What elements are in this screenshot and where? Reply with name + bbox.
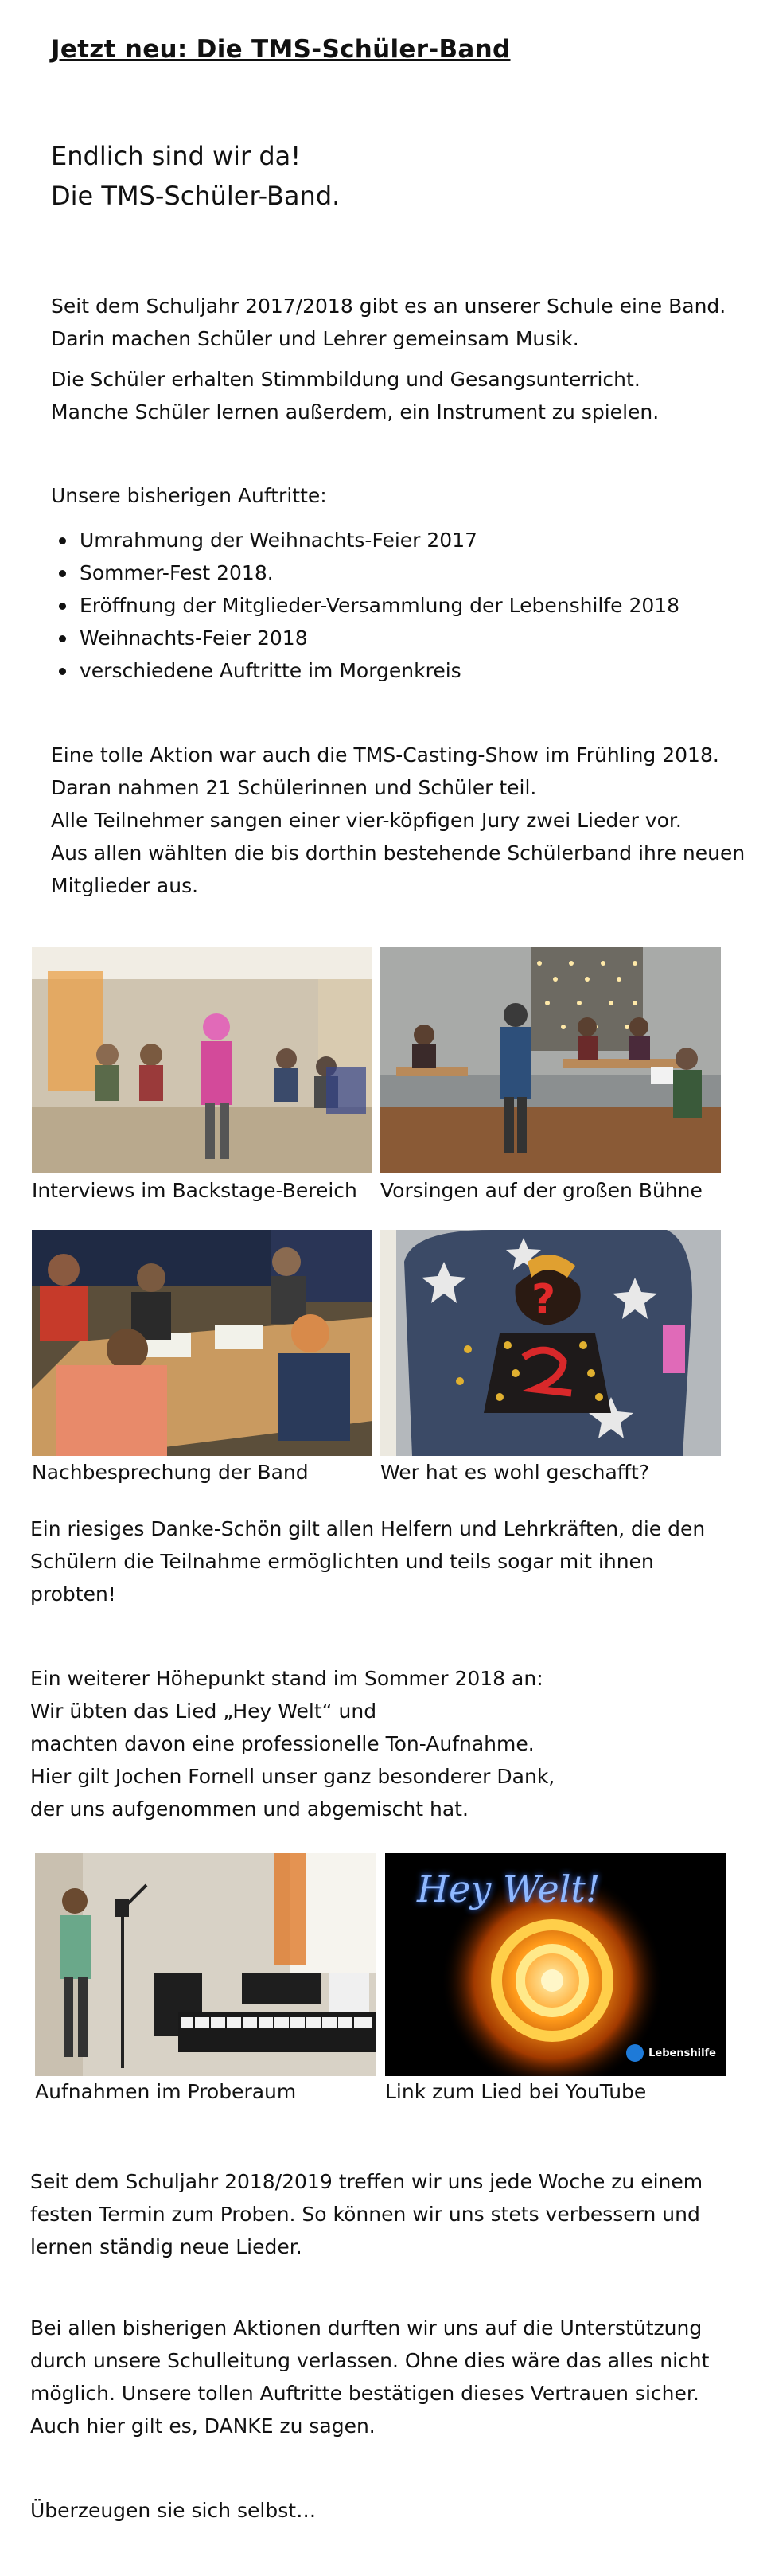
paragraph-casting	[51, 739, 745, 902]
closing-text: Überzeugen sie sich selbst…	[30, 2499, 317, 2522]
text-line: Eine tolle Aktion war auch die TMS-Casting-Show im Frühling 2018.	[51, 744, 719, 767]
text-line: Darin machen Schüler und Lehrer gemeinsam Musik.	[51, 327, 579, 350]
photo-interviews	[32, 947, 372, 1173]
auftritte-heading: Unsere bisherigen Auftritte:	[51, 484, 327, 507]
photo-figur	[380, 1230, 721, 1456]
list-item: Eröffnung der Mitglieder-Versammlung der Lebenshilfe 2018	[54, 589, 679, 622]
text-line: Alle Teilnehmer sangen einer vier-köpfigen Jury zwei Lieder vor.	[51, 809, 682, 832]
photo-nachbesprechung	[32, 1230, 372, 1456]
list-item: Sommer-Fest 2018.	[54, 556, 679, 589]
text-line: Wir übten das Lied „Hey Welt“ und	[30, 1700, 377, 1723]
photo-proberaum	[35, 1853, 376, 2076]
paragraph-hoehepunkt	[30, 1662, 555, 1825]
text-line: Die Schüler erhalten Stimmbildung und Gesangsunterricht.	[51, 368, 640, 391]
intro-line: Die TMS-Schüler-Band.	[51, 181, 341, 211]
youtube-link[interactable]: Link zum Lied bei YouTube	[385, 2080, 647, 2103]
youtube-thumbnail-link[interactable]	[385, 1853, 726, 2076]
video-title: Hey Welt!	[417, 1868, 601, 1911]
text-line: Bei allen bisherigen Aktionen durften wir uns auf die Unterstützung	[30, 2316, 703, 2340]
list-item: Umrahmung der Weihnachts-Feier 2017	[54, 524, 679, 556]
paragraph-band	[51, 290, 726, 355]
list-item: Weihnachts-Feier 2018	[54, 622, 679, 654]
text-line: probten!	[30, 1583, 116, 1606]
text-line: Seit dem Schuljahr 2017/2018 gibt es an unserer Schule eine Band.	[51, 295, 726, 318]
text-line: durch unsere Schulleitung verlassen. Ohne dies wäre das alles nicht	[30, 2349, 710, 2372]
text-line: Hier gilt Jochen Fornell unser ganz besonderer Dank,	[30, 1765, 555, 1788]
text-line: Daran nahmen 21 Schülerinnen und Schüler teil.	[51, 776, 537, 799]
page-title: Jetzt neu: Die TMS-Schüler-Band	[51, 35, 511, 64]
photo-caption: Nachbesprechung der Band	[32, 1461, 309, 1484]
intro-text	[51, 136, 340, 216]
photo-caption: Wer hat es wohl geschafft?	[380, 1461, 650, 1484]
text-line: Aus allen wählten die bis dorthin bestehende Schülerband ihre neuen	[51, 841, 746, 865]
lebenshilfe-logo	[626, 2044, 716, 2062]
text-line: Seit dem Schuljahr 2018/2019 treffen wir uns jede Woche zu einem	[30, 2170, 703, 2193]
text-line: Manche Schüler lernen außerdem, ein Instrument zu spielen.	[51, 400, 660, 423]
photo-vorsingen	[380, 947, 721, 1173]
logo-text: Lebenshilfe	[648, 2047, 716, 2059]
list-item: verschiedene Auftritte im Morgenkreis	[54, 654, 679, 687]
photo-caption: Aufnahmen im Proberaum	[35, 2080, 297, 2103]
photo-caption: Interviews im Backstage-Bereich	[32, 1179, 357, 1202]
text-line: festen Termin zum Proben. So können wir uns stets verbessern und	[30, 2203, 700, 2226]
svg-text:?: ?	[531, 1276, 556, 1324]
logo-icon	[626, 2044, 644, 2062]
text-line: Auch hier gilt es, DANKE zu sagen.	[30, 2414, 376, 2437]
photo-caption: Vorsingen auf der großen Bühne	[380, 1179, 703, 1202]
text-line: Mitglieder aus.	[51, 874, 199, 897]
paragraph-proben	[30, 2165, 703, 2263]
text-line: Ein weiterer Höhepunkt stand im Sommer 2018 an:	[30, 1667, 543, 1690]
intro-line: Endlich sind wir da!	[51, 141, 302, 171]
paragraph-danke	[30, 1512, 705, 1610]
text-line: der uns aufgenommen und abgemischt hat.	[30, 1797, 469, 1821]
text-line: lernen ständig neue Lieder.	[30, 2235, 302, 2258]
text-line: möglich. Unsere tollen Auftritte bestätigen dieses Vertrauen sicher.	[30, 2382, 699, 2405]
paragraph-unterstuetzung	[30, 2312, 709, 2442]
text-line: Ein riesiges Danke-Schön gilt allen Helfern und Lehrkräften, die den	[30, 1517, 706, 1540]
text-line: machten davon eine professionelle Ton-Aufnahme.	[30, 1732, 535, 1755]
auftritte-list	[54, 524, 679, 687]
text-line: Schülern die Teilnahme ermöglichten und teils sogar mit ihnen	[30, 1550, 654, 1573]
paragraph-unterricht	[51, 363, 659, 428]
